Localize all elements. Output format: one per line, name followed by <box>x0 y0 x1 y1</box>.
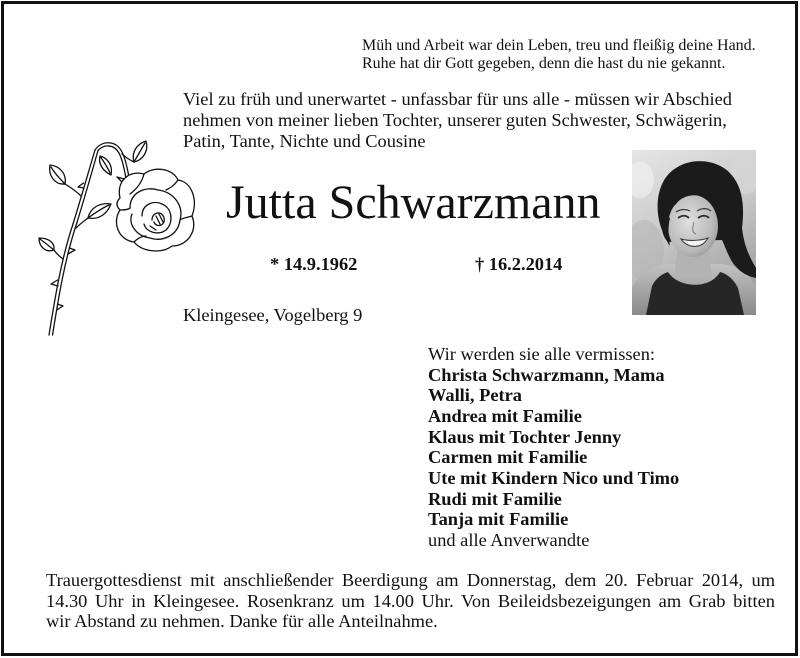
mourner-name: Ute mit Kindern Nico und Timo <box>428 468 680 489</box>
service-line: 14.30 Uhr in Kleingesee. Rosenkranz um 14.00 Uhr. Von Beileidsbezeigungen am Grab bitten <box>46 590 775 611</box>
birth-date: * 14.9.1962 <box>270 254 358 274</box>
announcement-line: nehmen von meiner lieben Tochter, unserer guten Schwester, Schwägerin, <box>183 110 727 130</box>
announcement-line: Viel zu früh und unerwartet - unfassbar für uns alle - müssen wir Abschied <box>183 89 732 109</box>
mourner-name: Andrea mit Familie <box>428 406 582 427</box>
mourner-name: Rudi mit Familie <box>428 488 562 509</box>
mourners-closing: und alle Anverwandte <box>428 530 590 551</box>
announcement-text <box>183 89 732 152</box>
mourner-name: Walli, Petra <box>428 385 522 406</box>
mourner-name: Klaus mit Tochter Jenny <box>428 426 622 447</box>
verse-line: Ruhe hat dir Gott gegeben, denn die hast du nie gekannt. <box>362 55 726 72</box>
mourners-heading: Wir werden sie alle vermissen: <box>428 344 656 364</box>
deceased-name: Jutta Schwarzmann <box>226 176 601 229</box>
mourners-list <box>428 344 679 551</box>
death-date: † 16.2.2014 <box>475 254 563 274</box>
announcement-line: Patin, Tante, Nichte und Cousine <box>183 131 426 151</box>
memorial-verse <box>362 37 756 73</box>
funeral-service-text <box>46 570 775 632</box>
address: Kleingesee, Vogelberg 9 <box>183 305 363 325</box>
service-line: Trauergottesdienst mit anschließender Beerdigung am Donnerstag, dem 20. Februar 2014, um <box>46 570 775 590</box>
rose-blossom <box>116 169 194 251</box>
mourner-name: Carmen mit Familie <box>428 447 588 468</box>
service-line: wir Abstand zu nehmen. Danke für alle Anteilnahme. <box>46 611 438 632</box>
rose-illustration <box>38 138 200 338</box>
verse-line: Müh und Arbeit war dein Leben, treu und fleißig deine Hand. <box>362 37 756 54</box>
mourner-name: Tanja mit Familie <box>428 509 569 530</box>
mourner-name: Christa Schwarzmann, Mama <box>428 364 665 385</box>
portrait-photo <box>632 150 756 315</box>
